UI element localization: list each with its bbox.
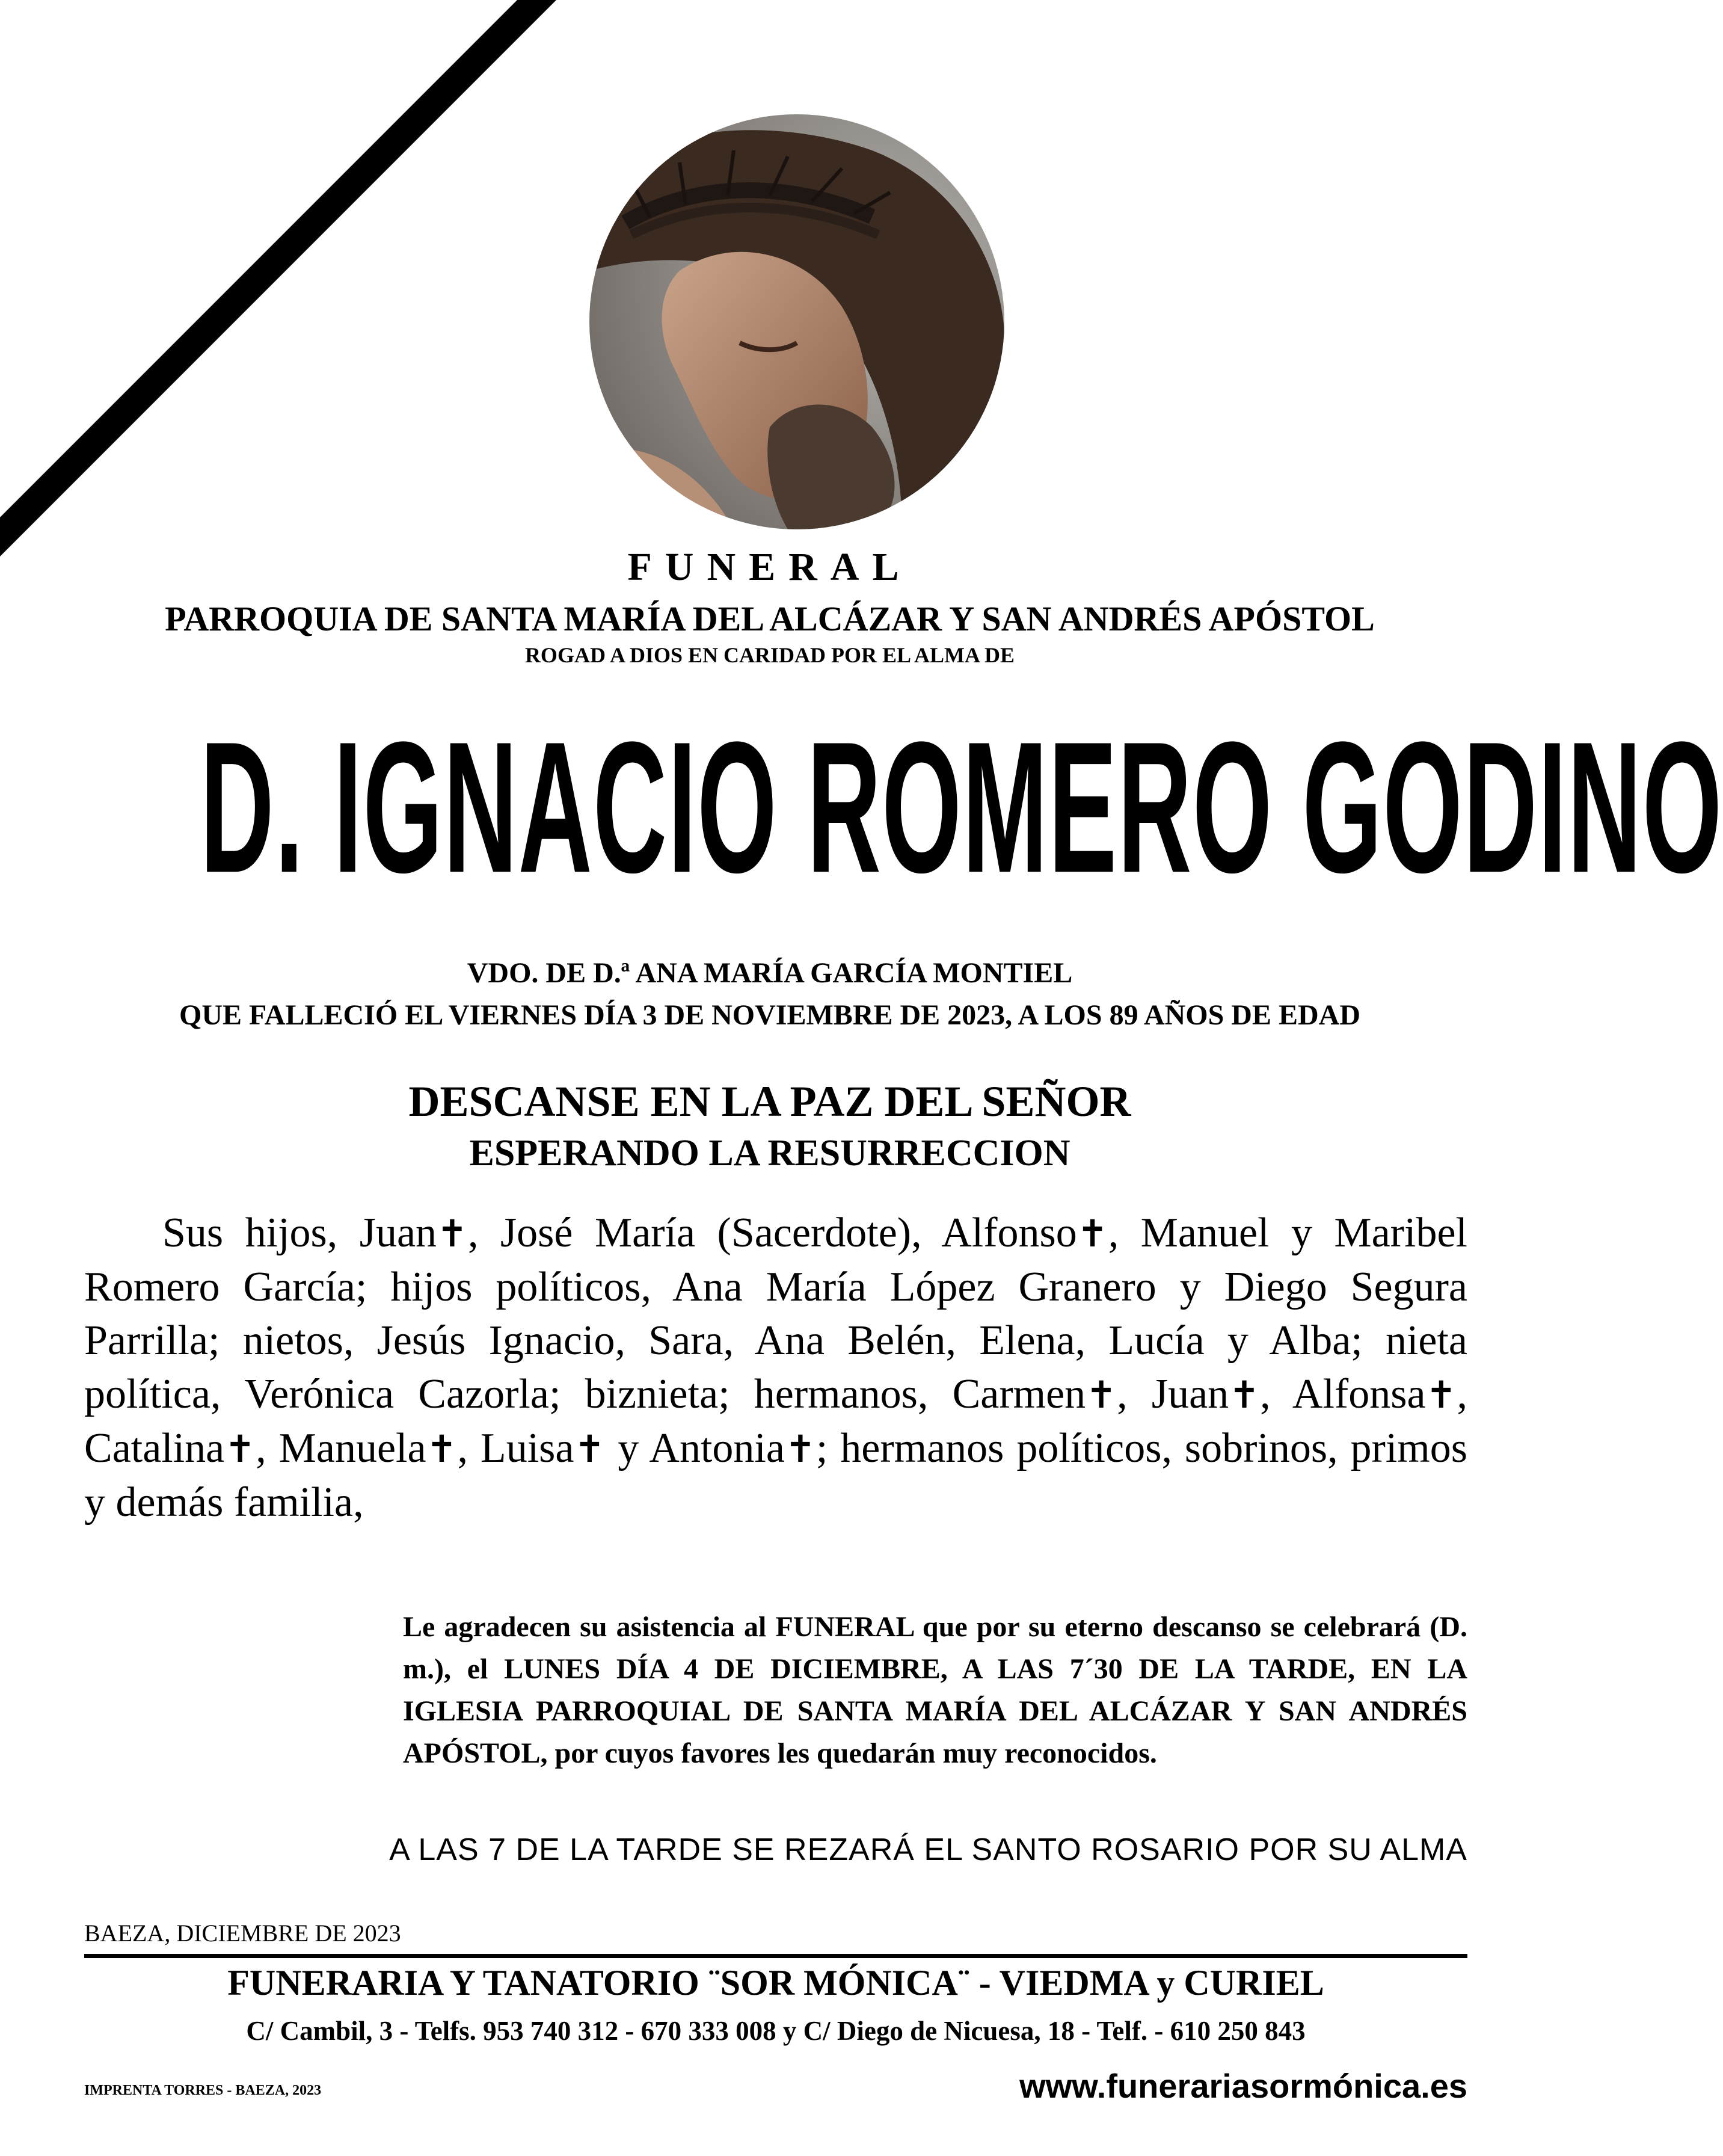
widower-line: VDO. DE D.ª ANA MARÍA GARCÍA MONTIEL <box>467 957 1073 989</box>
resurrection-line: ESPERANDO LA RESURRECCION <box>469 1133 1070 1174</box>
cross-icon: ✝ <box>426 1427 458 1471</box>
family-text: , Alfonsa <box>1260 1371 1426 1417</box>
family-text: Sus hijos, Juan <box>162 1210 437 1256</box>
cross-icon: ✝ <box>574 1427 606 1471</box>
funeral-home-name: FUNERARIA Y TANATORIO ¨SOR MÓNICA¨ - VIEDMA y CURIEL <box>227 1963 1324 2003</box>
cross-icon: ✝ <box>224 1427 256 1471</box>
cross-icon: ✝ <box>1076 1212 1108 1255</box>
family-text: , Luisa <box>457 1425 574 1471</box>
family-text: ; hermanos políticos, sobrinos, primos y demás familia, <box>84 1425 1467 1526</box>
service-details: Le agradecen su asistencia al FUNERAL que por su eterno descanso se celebrará (D. m.), el LUNES DÍA 4 DE DICIEMBRE, A LAS 7´30 DE LA TARDE, EN LA IGLESIA PARROQUIAL DE SANTA MARÍA DEL ALCÁZAR Y SAN ANDRÉS APÓSTOL, por cuyos favores les quedarán muy reconocidos. <box>403 1611 1467 1769</box>
cross-icon: ✝ <box>1425 1373 1457 1417</box>
deceased-name: D. IGNACIO ROMERO GODINO <box>200 703 1723 912</box>
place-date: BAEZA, DICIEMBRE DE 2023 <box>84 1920 401 1947</box>
cross-icon: ✝ <box>1086 1373 1117 1417</box>
website-link[interactable]: www.funerariasormónica.es <box>1019 2067 1467 2105</box>
rest-in-peace-line: DESCANSE EN LA PAZ DEL SEÑOR <box>408 1077 1131 1126</box>
cross-icon: ✝ <box>784 1427 816 1471</box>
funeral-home-address: C/ Cambil, 3 - Telfs. 953 740 312 - 670 333 008 y C/ Diego de Nicuesa, 18 - Telf. - 610 250 843 <box>246 2016 1306 2046</box>
family-text: , Manuela <box>256 1425 426 1471</box>
death-line: QUE FALLECIÓ EL VIERNES DÍA 3 DE NOVIEMBRE DE 2023, A LOS 89 AÑOS DE EDAD <box>179 999 1360 1031</box>
parish-name: PARROQUIA DE SANTA MARÍA DEL ALCÁZAR Y SAN ANDRÉS APÓSTOL <box>165 599 1375 638</box>
family-text: , José María (Sacerdote), Alfonso <box>467 1210 1077 1256</box>
family-text: , Catalina <box>84 1371 1467 1471</box>
family-text: , Juan <box>1117 1371 1229 1417</box>
family-text: , Manuel y Maribel Romero García; hijos políticos, Ana María López Granero y Diego Segura Parrilla; nietos, Jesús Ignacio, Sara, Ana Belén, Elena, Lucía y Alba; nieta política, Verónica Cazorla; biznieta; hermanos, Carmen <box>84 1210 1467 1417</box>
family-text: y Antonia <box>605 1425 785 1471</box>
printer-credit: IMPRENTA TORRES - BAEZA, 2023 <box>84 2083 322 2098</box>
rosary-notice: A LAS 7 DE LA TARDE SE REZARÁ EL SANTO ROSARIO POR SU ALMA <box>389 1832 1467 1867</box>
mourning-band <box>0 0 565 565</box>
christ-portrait-image <box>589 114 1004 529</box>
footer-divider <box>84 1954 1467 1958</box>
family-paragraph <box>84 1206 1467 1529</box>
cross-icon: ✝ <box>437 1212 468 1255</box>
funeral-title: FUNERAL <box>627 545 912 589</box>
prayer-line: ROGAD A DIOS EN CARIDAD POR EL ALMA DE <box>524 643 1015 667</box>
cross-icon: ✝ <box>1229 1373 1261 1417</box>
